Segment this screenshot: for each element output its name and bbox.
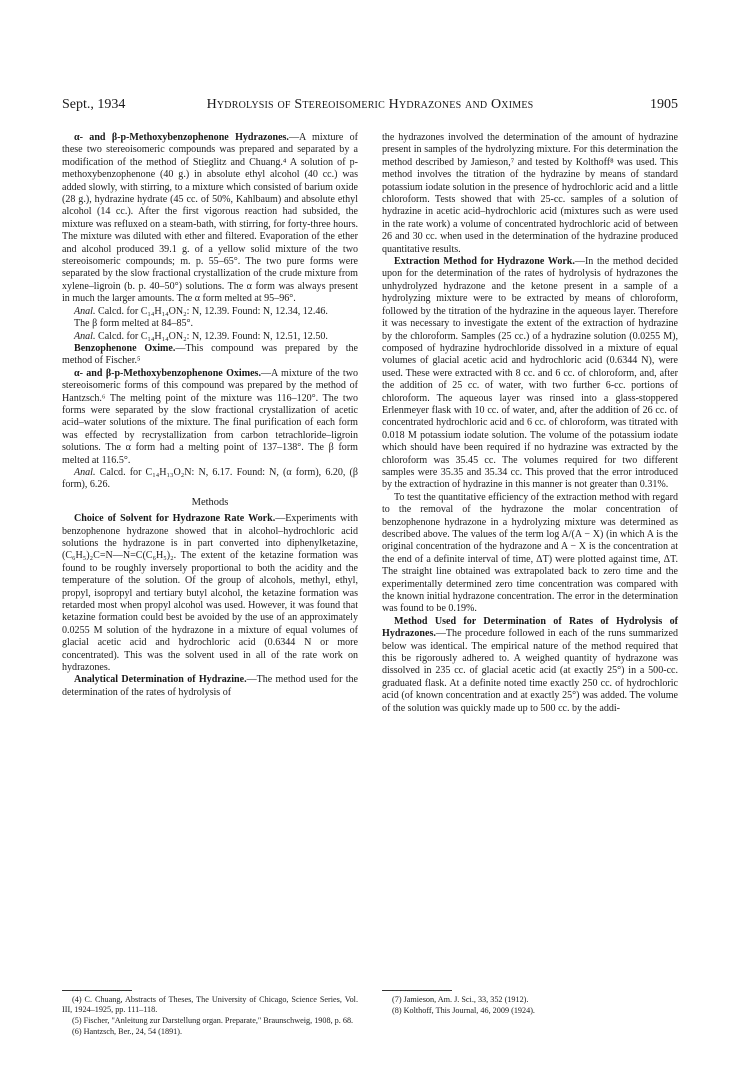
right-column: [382, 132, 678, 715]
paragraph-heading: Benzophenone Oxime.: [74, 342, 176, 354]
footnote-8: (8) Kolthoff, This Journal, 46, 2009 (1924).: [392, 1006, 535, 1015]
paragraph-heading: Choice of Solvent for Hydrazone Rate Work.: [74, 513, 276, 525]
anal-label: Anal.: [74, 466, 96, 478]
page-number: 1905: [650, 97, 678, 112]
anal-label: Anal.: [74, 305, 96, 317]
running-header: [62, 97, 678, 117]
paragraph-text: Calcd. for C₁₄H₁₃O₂N: N, 6.17. Found: N, (α form), 6.20, (β form), 6.26.: [62, 466, 358, 491]
paragraph-benzophenone-oxime: [62, 343, 358, 368]
footnote-rule: [382, 990, 452, 991]
paragraph-extraction-method: [382, 256, 678, 492]
left-footnotes: [62, 990, 358, 1038]
anal-label: Anal.: [74, 330, 96, 342]
section-heading-methods: Methods: [191, 496, 229, 508]
paragraph-methoxybenzophenone-oximes: [62, 368, 358, 467]
footnote-rule: [62, 990, 132, 991]
paragraph-methoxybenzophenone-hydrazones: [62, 132, 358, 306]
paragraph-analytical-determination: [62, 674, 358, 699]
paragraph-text: —In the method decided upon for the determination of the rates of hydrolysis of hydrazones the unhydrolyzed hydrazone and the ketone present in a sample of a hydrolyzing mixture were to be extracted by means of chloroform, followed by the titration of the hydrazine in the aqueous layer. Therefore it was necessary to investigate the extent of the extraction of hydrazine by the chloroform. Samples (25 cc.) of a hydrazine solution (0.0255 M), composed of hydrazine hydrochloride dissolved in a mixture of equal volumes of glacial acetic acid and hydrochloric acid (0.6344 N), were used. These were extracted with 8 cc. and 6 cc. of chloroform, and, after the addition of 25 cc. of water, with two further 6-cc. portions of chloroform. The aqueous layer was rinsed into a glass-stoppered Erlenmeyer flask with 10 cc. of water, and, after the addition of 26 cc. of concentrated hydrochloric acid and 6 cc. of chloroform, was titrated with 0.018 M potassium iodate solution. The volume of the potassium iodate which should have been required if no hydrazine was extracted by the chloroform was 35.45 cc. The volumes required for two different samples were 35.35 and 35.34 cc. This proved that the error introduced by the extraction of hydrazine in this manner is not greater than 0.31%.: [382, 256, 678, 491]
left-column: [62, 132, 358, 699]
paragraph-text: —A mixture of these two stereoisomeric compounds was prepared and separated by a modification of the method of Stieglitz and Chuang.⁴ A solution of p-methoxybenzophenone (40 g.) in absolute ethyl alcohol (40 cc.) was added slowly, with stirring, to a mixture which consisted of barium oxide (28 g.), hydrazine hydrate (45 cc. of 50%, Kahlbaum) and absolute ethyl alcohol (14 cc.). After the first vigorous reaction had subsided, the mixture was refluxed on a steam-bath, with stirring, for forty-three hours. The mixture was diluted with ether and filtered. Evaporation of the ether and alcohol produced 39.1 g. of a yellow solid mixture of the two stereoisomeric compounds; m. p. 55–65°. The two pure forms were separated by the slow fractional crystallization of the crude mixture from xylene–ligroin (b. p. 40–50°) solutions. The α form was always present in much the larger amounts. The α form melted at 95–96°.: [62, 132, 358, 305]
paragraph-text: —This compound was prepared by the method of Fischer.⁵: [62, 342, 358, 367]
paragraph-choice-of-solvent: [62, 513, 358, 674]
paragraph-heading: α- and β-p-Methoxybenzophenone Hydrazones.: [74, 132, 289, 143]
paragraph-quantitative-efficiency: To test the quantitative efficiency of the extraction method with regard to the removal of the hydrazone the molar concentration of benzophenone hydrazone in a hydrolyzing mixture was determined as described above. The values of the term log A/(A − X) (in which A is the original concentration of the hydrazone and A − X is the concentration at the end of a definite interval of time, ΔT) were plotted against time, ΔT. The straight line obtained was extrapolated back to zero time and the experimentally determined zero time concentration was compared with the known initial hydrazone concentration. The error in the determination was found to be 0.19%.: [382, 491, 678, 615]
paragraph-text: —Experiments with benzophenone hydrazone showed that in alcohol–hydrochloric acid solutions the hydrazone is in part converted into diphenylketazine, (C₆H₅)₂C=N—N=C(C₆H₅)₂. The extent of the ketazine formation was found to be roughly inversely proportional to both the acidity and the temperature of the solution. Of the group of alcohols, methyl, ethyl, propyl, isopropyl and tertiary butyl alcohol, the ketazine formation was retarded most when propyl alcohol was used. However, it was found that ketazine formation could best be avoided by the use of an approximately 0.0255 M solution of the hydrazone in a mixture of equal volumes of glacial acetic acid and hydrochloric acid (0.6344 N or more concentrated). This was the solvent used in all of the rate work on hydrazones.: [62, 513, 358, 674]
paragraph-heading: Method Used for Determination of Rates of Hydrolysis of Hydrazones.: [382, 615, 678, 640]
footnote-4: (4) C. Chuang, Abstracts of Theses, The University of Chicago, Science Series, Vol. III, 1924–1925, pp. 111–118.: [62, 995, 358, 1014]
paragraph-analysis-oximes: [62, 467, 358, 492]
paragraph-heading: Extraction Method for Hydrazone Work.: [394, 256, 575, 268]
paragraph-text: —The procedure followed in each of the runs summarized below was identical. The empirical nature of the method required that this be rigorously adhered to. A weighed quantity of hydrazone was dissolved in 235 cc. of glacial acetic acid (at exactly 25°) in a 500-cc. graduated flask. At a definite noted time exactly 250 cc. of hydrochloric acid (of known concentration and at exactly 25°) was added. The volume of the solution was quickly made up to 500 cc. by the addi-: [382, 628, 678, 714]
paragraph-rate-method: [382, 616, 678, 715]
paragraph-text: Calcd. for C₁₄H₁₄ON₂: N, 12.39. Found: N, 12.34, 12.46.: [95, 305, 328, 317]
paragraph-analysis-alpha-hydrazone: [62, 306, 358, 318]
footnote-6: (6) Hantzsch, Ber., 24, 54 (1891).: [72, 1027, 183, 1036]
header-title: Hydrolysis of Stereoisomeric Hydrazones and Oximes: [206, 97, 534, 112]
paragraph-beta-melting: The β form melted at 84–85°.: [74, 318, 194, 330]
right-footnotes: [382, 990, 678, 1017]
paragraph-text: Calcd. for C₁₄H₁₄ON₂: N, 12.39. Found: N, 12.51, 12.50.: [95, 330, 328, 342]
paragraph-heading: Analytical Determination of Hydrazine.: [74, 674, 247, 686]
paragraph-text: —A mixture of the two stereoisomeric forms of this compound was prepared by the method of Hantzsch.⁶ The melting point of the mixture was 116–120°. The two forms were separated by the slow fractional crystallization of acetic acid–water solutions of the mixture. The final purification of each form was effected by recrystallization from carbon tetrachloride–ligroin solutions. The α form had a melting point of 137–138°. The β form melted at 116.5°.: [62, 367, 358, 466]
paragraph-hydrazine-continued: the hydrazones involved the determination of the amount of hydrazine present in samples of the hydrolyzing mixture. For this determination the method described by Jamieson,⁷ and tested by Kolthoff⁸ was used. This method involves the titration of the hydrazine by means of standard potassium iodate solution in the presence of hydrochloric acid and a little chloroform. Tests showed that with 25-cc. samples of a solution of hydrazine in acetic acid–hydrochloric acid (mixtures such as were used in the rate work) a volume of concentrated hydrochloric acid of between 26 and 30 cc. when used in the determination of the hydrazine produced quantitative results.: [382, 132, 678, 255]
paragraph-analysis-beta-hydrazone: [62, 331, 358, 343]
paragraph-text: —The method used for the determination of the rates of hydrolysis of: [62, 674, 358, 698]
footnote-7: (7) Jamieson, Am. J. Sci., 33, 352 (1912).: [392, 995, 529, 1004]
footnote-5: (5) Fischer, "Anleitung zur Darstellung organ. Preparate," Braunschweig, 1908, p. 68.: [72, 1016, 354, 1025]
paragraph-heading: α- and β-p-Methoxybenzophenone Oximes.: [74, 367, 261, 379]
header-date: Sept., 1934: [62, 97, 126, 112]
